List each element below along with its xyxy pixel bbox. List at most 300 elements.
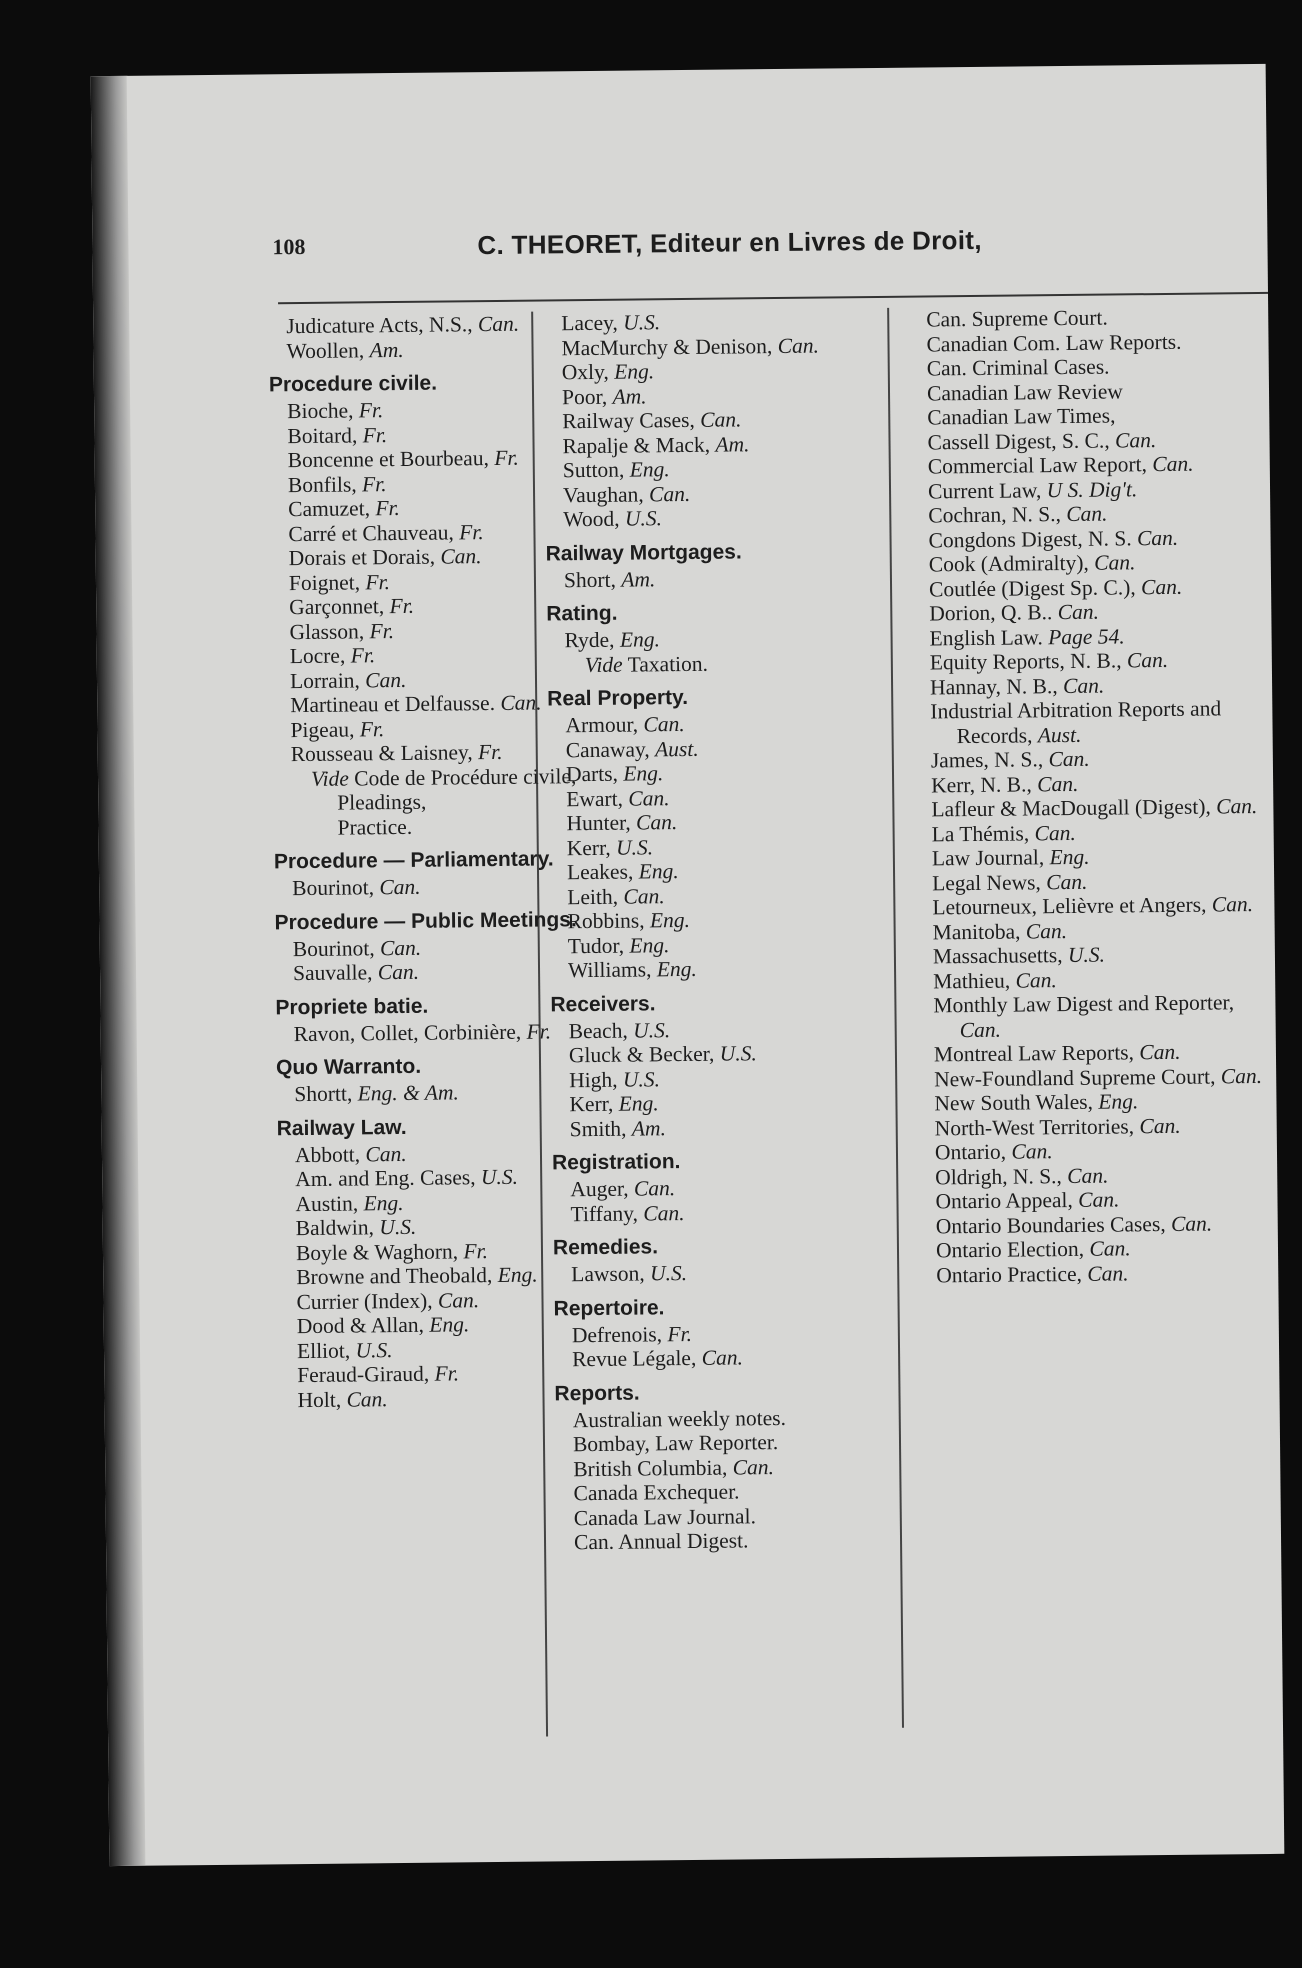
cross-reference-target: Practice. bbox=[337, 814, 413, 840]
entry-author: Armour, bbox=[565, 712, 639, 738]
entry-author: Cassell Digest, S. C., bbox=[927, 428, 1110, 454]
index-entry bbox=[549, 832, 899, 860]
entry-author: Boitard, bbox=[287, 422, 358, 448]
entry-jurisdiction: Can. bbox=[1216, 794, 1258, 819]
entry-jurisdiction: Fr. bbox=[358, 398, 384, 423]
cross-reference bbox=[547, 649, 897, 677]
entry-author: Auger, bbox=[570, 1176, 629, 1202]
index-entry bbox=[915, 941, 1265, 969]
entry-author: New-Foundland Supreme Court, bbox=[934, 1063, 1216, 1091]
index-entry bbox=[555, 1478, 905, 1506]
index-entry bbox=[914, 843, 1264, 871]
entry-author: Bonfils, bbox=[287, 471, 357, 497]
subject-heading: Rating. bbox=[546, 601, 618, 626]
book-spine bbox=[91, 76, 146, 1866]
index-entry bbox=[548, 734, 898, 762]
index-entry bbox=[918, 1259, 1268, 1287]
subject-heading: Reports. bbox=[554, 1381, 640, 1405]
subject-heading: Procedure civile. bbox=[268, 371, 438, 397]
entry-author: Revue Légale, bbox=[571, 1345, 697, 1372]
entry-jurisdiction: Aust. bbox=[1037, 722, 1082, 747]
entry-author: Beach, bbox=[568, 1018, 628, 1043]
entry-jurisdiction: Can. bbox=[1062, 673, 1105, 698]
entry-jurisdiction: Can. bbox=[648, 481, 691, 506]
entry-jurisdiction: Eng. bbox=[656, 956, 697, 982]
index-entry bbox=[913, 745, 1263, 773]
index-entry bbox=[551, 1064, 901, 1092]
subject-heading: Procedure — Public Meetings. bbox=[274, 907, 577, 934]
entry-author: Martineau et Delfausse. bbox=[290, 691, 496, 718]
index-column-2 bbox=[543, 308, 906, 1555]
entry-author: Australian weekly notes. bbox=[572, 1405, 787, 1432]
entry-author: Abbott, bbox=[294, 1141, 361, 1167]
entry-author: Rousseau & Laisney, bbox=[290, 740, 473, 767]
index-entry bbox=[909, 402, 1259, 430]
entry-jurisdiction: Fr. bbox=[667, 1321, 693, 1346]
entry-author: Rapalje & Mack, bbox=[562, 432, 711, 458]
entry-author: Equity Reports, N. B., bbox=[929, 648, 1122, 675]
index-entry bbox=[915, 990, 1265, 1043]
index-entry bbox=[552, 1113, 902, 1141]
index-entry bbox=[912, 696, 1262, 749]
entry-author: Canaway, bbox=[565, 736, 650, 762]
index-entry bbox=[917, 1112, 1267, 1140]
index-column-3 bbox=[908, 304, 1268, 1288]
entry-jurisdiction: Can. bbox=[440, 544, 482, 569]
entry-jurisdiction: Can. bbox=[365, 667, 407, 692]
index-entry bbox=[917, 1137, 1267, 1165]
entry-author: Shortt, bbox=[294, 1081, 353, 1107]
index-entry bbox=[909, 426, 1259, 454]
index-entry bbox=[918, 1235, 1268, 1263]
entry-jurisdiction: U.S. bbox=[379, 1214, 417, 1240]
entry-jurisdiction: Fr. bbox=[359, 716, 385, 741]
entry-jurisdiction: Can. bbox=[633, 1176, 676, 1201]
entry-author: Austin, bbox=[295, 1190, 359, 1216]
entry-author: Browne and Theobald, bbox=[296, 1263, 493, 1290]
entry-author: New South Wales, bbox=[934, 1089, 1094, 1116]
subject-heading: Remedies. bbox=[552, 1235, 659, 1260]
entry-author: Letourneux, Lelièvre et Angers, bbox=[932, 892, 1207, 920]
entry-jurisdiction: Eng. bbox=[638, 859, 679, 884]
entry-author: Dood & Allan, bbox=[296, 1312, 425, 1339]
entry-author: Poor, bbox=[561, 384, 608, 409]
entry-jurisdiction: Fr. bbox=[494, 445, 519, 470]
entry-author: Dorais et Dorais, bbox=[288, 544, 436, 571]
subject-heading: Railway Law. bbox=[276, 1115, 407, 1140]
entry-author: Holt, bbox=[297, 1387, 342, 1412]
entry-author: Massachusetts, bbox=[932, 943, 1063, 969]
index-entry bbox=[545, 455, 895, 483]
entry-author: Lawson, bbox=[571, 1261, 645, 1287]
index-entry bbox=[550, 955, 900, 983]
index-entry bbox=[910, 524, 1260, 552]
index-entry bbox=[553, 1259, 903, 1287]
index-entry bbox=[912, 671, 1262, 699]
header-rule bbox=[278, 292, 1284, 305]
entry-jurisdiction: Can. bbox=[365, 1141, 407, 1166]
index-entry bbox=[549, 857, 899, 885]
index-entry bbox=[551, 1040, 901, 1068]
entry-jurisdiction: Can. bbox=[643, 1200, 685, 1225]
entry-jurisdiction: Fr. bbox=[477, 739, 503, 765]
index-entry bbox=[556, 1527, 906, 1555]
entry-jurisdiction: Can. bbox=[377, 959, 420, 985]
index-entry bbox=[909, 353, 1259, 381]
index-entry bbox=[555, 1404, 905, 1432]
entry-jurisdiction: U.S. bbox=[355, 1337, 393, 1362]
entry-author: Monthly Law Digest and Reporter, bbox=[933, 990, 1235, 1018]
entry-author: Lacey, bbox=[561, 310, 618, 336]
entry-jurisdiction: U.S. bbox=[719, 1041, 757, 1066]
entry-author: Canadian Law Times, bbox=[927, 403, 1116, 430]
entry-jurisdiction: Can. bbox=[437, 1287, 480, 1313]
entry-jurisdiction: Can. bbox=[1170, 1211, 1213, 1236]
entry-jurisdiction: U S. Dig't. bbox=[1046, 476, 1138, 502]
index-entry bbox=[914, 867, 1264, 895]
entry-jurisdiction: Am. bbox=[631, 1115, 667, 1141]
entry-author: Ryde, bbox=[564, 627, 615, 653]
entry-author: Cochran, N. S., bbox=[928, 502, 1062, 528]
entry-author: High, bbox=[569, 1067, 618, 1092]
entry-author: Montreal Law Reports, bbox=[933, 1040, 1135, 1067]
entry-jurisdiction: Am. bbox=[715, 431, 750, 457]
index-entry bbox=[910, 475, 1260, 503]
entry-author: Ravon, Collet, Corbinière, bbox=[293, 1019, 522, 1046]
entry-jurisdiction: Can. bbox=[1211, 892, 1254, 917]
index-entry bbox=[914, 818, 1264, 846]
entry-author: Law Journal, bbox=[931, 845, 1045, 871]
entry-author: Glasson, bbox=[289, 618, 365, 644]
entry-author: Dorion, Q. B.. bbox=[929, 600, 1053, 626]
entry-jurisdiction: U.S. bbox=[624, 506, 663, 531]
entry-author: English Law. bbox=[929, 624, 1043, 650]
entry-author: Manitoba, bbox=[932, 919, 1021, 944]
entry-jurisdiction: Eng. bbox=[363, 1190, 404, 1215]
entry-jurisdiction: U.S. bbox=[615, 834, 654, 860]
index-entry bbox=[546, 564, 896, 592]
index-entry bbox=[543, 308, 893, 336]
entry-author: Am. and Eng. Cases, bbox=[295, 1165, 476, 1192]
entry-author: Ontario Practice, bbox=[936, 1261, 1083, 1287]
entry-jurisdiction: Can. bbox=[1114, 427, 1157, 452]
entry-author: Garçonnet, bbox=[289, 594, 385, 620]
index-entry bbox=[911, 598, 1261, 626]
cross-reference-target: Pleadings, bbox=[337, 789, 427, 815]
entry-author: Can. Supreme Court. bbox=[926, 305, 1108, 332]
entry-author: Legal News, bbox=[932, 869, 1041, 895]
entry-author: Darts, bbox=[565, 761, 619, 787]
entry-jurisdiction: Fr. bbox=[434, 1361, 460, 1386]
index-entry bbox=[911, 622, 1261, 650]
cross-reference-target: Taxation. bbox=[627, 651, 709, 677]
entry-jurisdiction: Can. bbox=[1011, 1139, 1053, 1164]
entry-jurisdiction: Eng. bbox=[614, 359, 655, 384]
subject-heading: Railway Mortgages. bbox=[545, 539, 742, 565]
entry-author: Ewart, bbox=[566, 786, 624, 811]
entry-author: Currier (Index), bbox=[296, 1288, 433, 1314]
entry-jurisdiction: U.S. bbox=[649, 1261, 688, 1286]
entry-author: Bourinot, bbox=[292, 935, 375, 961]
entry-author: Current Law, bbox=[927, 477, 1042, 503]
index-entry bbox=[908, 328, 1258, 356]
entry-author: Lafleur & MacDougall (Digest), bbox=[931, 794, 1211, 822]
entry-jurisdiction: Can. bbox=[379, 874, 421, 900]
entry-author: Canadian Com. Law Reports. bbox=[926, 329, 1182, 356]
entry-author: Tiffany, bbox=[570, 1201, 639, 1226]
entry-author: Defrenois, bbox=[571, 1321, 663, 1347]
entry-jurisdiction: Fr. bbox=[350, 643, 376, 668]
index-entry bbox=[548, 759, 898, 787]
entry-author: Ontario Appeal, bbox=[935, 1187, 1073, 1214]
entry-author: Smith, bbox=[569, 1116, 627, 1141]
entry-jurisdiction: Can. bbox=[477, 311, 520, 337]
entry-jurisdiction: Aust. bbox=[654, 736, 699, 761]
entry-jurisdiction: Fr. bbox=[361, 471, 387, 496]
entry-jurisdiction: Am. bbox=[621, 566, 656, 592]
entry-author: Canada Law Journal. bbox=[573, 1503, 756, 1530]
entry-jurisdiction: Can. bbox=[732, 1454, 775, 1480]
entry-jurisdiction: Page 54. bbox=[1048, 623, 1125, 649]
entry-author: Canada Exchequer. bbox=[573, 1479, 740, 1506]
entry-author: Can. Annual Digest. bbox=[573, 1528, 749, 1555]
entry-jurisdiction: Fr. bbox=[369, 618, 395, 643]
entry-author: Boyle & Waghorn, bbox=[295, 1238, 459, 1265]
index-entry bbox=[908, 304, 1258, 332]
entry-author: Coutlée (Digest Sp. C.), bbox=[928, 574, 1136, 601]
subject-heading: Quo Warranto. bbox=[275, 1054, 422, 1080]
entry-jurisdiction: Fr. bbox=[526, 1018, 552, 1044]
index-entry bbox=[551, 1015, 901, 1043]
entry-jurisdiction: Can. bbox=[1136, 525, 1179, 550]
entry-author: Ontario Boundaries Cases, bbox=[935, 1211, 1166, 1238]
entry-jurisdiction: Am. bbox=[369, 337, 404, 362]
entry-author: Boncenne et Bourbeau, bbox=[287, 446, 490, 473]
subject-heading: Real Property. bbox=[547, 685, 689, 711]
index-entry bbox=[549, 881, 899, 909]
index-entry bbox=[915, 965, 1265, 993]
entry-author: Kerr, bbox=[569, 1091, 614, 1117]
index-entry bbox=[546, 625, 896, 653]
index-entry bbox=[916, 1063, 1266, 1091]
index-entry bbox=[911, 573, 1261, 601]
entry-jurisdiction: Can. bbox=[700, 407, 742, 432]
index-entry bbox=[552, 1174, 902, 1202]
entry-author: North-West Territories, bbox=[934, 1113, 1135, 1140]
entry-jurisdiction: U.S. bbox=[1067, 942, 1106, 968]
subject-heading: Registration. bbox=[551, 1150, 681, 1175]
index-entry bbox=[917, 1161, 1267, 1189]
index-entry bbox=[543, 332, 893, 360]
entry-author: Lorrain, bbox=[289, 667, 360, 693]
entry-jurisdiction: Eng. & Am. bbox=[357, 1080, 459, 1106]
entry-author: Bourinot, bbox=[292, 875, 375, 901]
index-entry bbox=[544, 381, 894, 409]
entry-author: Congdons Digest, N. S. bbox=[928, 525, 1132, 552]
entry-jurisdiction: Eng. bbox=[619, 627, 661, 652]
entry-author: Tudor, bbox=[567, 933, 625, 958]
entry-jurisdiction: Can. bbox=[1025, 918, 1068, 943]
entry-author: Kerr, N. B., bbox=[931, 771, 1032, 797]
index-entry bbox=[555, 1453, 905, 1481]
index-entry bbox=[554, 1344, 904, 1372]
subject-heading: Procedure — Parliamentary. bbox=[273, 847, 554, 874]
entry-author: Feraud-Giraud, bbox=[297, 1361, 430, 1388]
vide-label: Vide bbox=[310, 766, 349, 791]
index-entry bbox=[910, 451, 1260, 479]
entry-jurisdiction: Can. bbox=[1048, 746, 1090, 772]
index-entry bbox=[916, 1088, 1266, 1116]
index-entry bbox=[544, 406, 894, 434]
entry-jurisdiction: Can. bbox=[1140, 574, 1183, 599]
entry-author: Sutton, bbox=[562, 457, 625, 483]
entry-jurisdiction: Can. bbox=[623, 883, 665, 909]
entry-jurisdiction: Eng. bbox=[649, 907, 691, 933]
index-entry bbox=[554, 1319, 904, 1347]
entry-author: Leakes, bbox=[566, 859, 634, 885]
entry-author: Carré et Chauveau, bbox=[288, 519, 454, 546]
subject-heading: Receivers. bbox=[550, 991, 656, 1016]
vide-label: Vide bbox=[584, 652, 623, 677]
entry-author: Bioche, bbox=[287, 398, 354, 424]
entry-jurisdiction: Can. bbox=[1078, 1187, 1120, 1212]
entry-jurisdiction: Can. bbox=[379, 935, 422, 960]
index-entry bbox=[913, 794, 1263, 822]
entry-jurisdiction: Fr. bbox=[463, 1238, 489, 1263]
entry-author: Kerr, bbox=[566, 835, 611, 860]
entry-jurisdiction: Can. bbox=[1152, 451, 1194, 477]
entry-jurisdiction: Can. bbox=[1034, 820, 1076, 845]
entry-author: Locre, bbox=[289, 643, 346, 669]
entry-author: Williams, bbox=[567, 957, 652, 983]
entry-author: Industrial Arbitration Reports and Records, bbox=[930, 696, 1222, 748]
index-entry bbox=[550, 930, 900, 958]
index-entry bbox=[555, 1429, 905, 1457]
index-entry bbox=[916, 1039, 1266, 1067]
entry-jurisdiction: Can. bbox=[777, 333, 820, 358]
entry-author: Leith, bbox=[567, 884, 619, 909]
index-entry bbox=[544, 430, 894, 458]
page-header bbox=[272, 223, 1284, 274]
entry-jurisdiction: Can. bbox=[1094, 550, 1136, 575]
page-number: 108 bbox=[272, 233, 306, 260]
entry-jurisdiction: Can. bbox=[1066, 501, 1108, 527]
entry-jurisdiction: Can. bbox=[1057, 599, 1100, 625]
entry-author: Robbins, bbox=[567, 908, 645, 934]
entry-author: Ontario, bbox=[934, 1139, 1007, 1165]
entry-author: Vaughan, bbox=[562, 481, 644, 507]
entry-author: La Thémis, bbox=[931, 820, 1030, 846]
entry-author: Gluck & Becker, bbox=[568, 1041, 715, 1068]
entry-jurisdiction: Fr. bbox=[459, 519, 484, 544]
cross-reference-target: Code de Procédure civile, bbox=[354, 763, 577, 790]
book-page bbox=[91, 64, 1285, 1866]
entry-author: Oxly, bbox=[561, 359, 609, 385]
index-entry bbox=[545, 504, 895, 532]
entry-jurisdiction: Eng. bbox=[1049, 844, 1090, 870]
entry-author: Wood, bbox=[563, 506, 620, 532]
subject-heading: Repertoire. bbox=[553, 1295, 665, 1320]
entry-jurisdiction: Can. bbox=[1126, 647, 1169, 673]
entry-jurisdiction: Can. bbox=[1067, 1163, 1109, 1188]
index-entry bbox=[913, 769, 1263, 797]
entry-author: Canadian Law Review bbox=[926, 378, 1123, 405]
entry-author: Elliot, bbox=[296, 1338, 351, 1363]
index-entry bbox=[915, 916, 1265, 944]
entry-author: Baldwin, bbox=[295, 1215, 375, 1241]
entry-jurisdiction: Can. bbox=[635, 810, 678, 835]
entry-author: Foignet, bbox=[288, 569, 361, 595]
entry-jurisdiction: Fr. bbox=[365, 569, 391, 594]
entry-author: Judicature Acts, N.S., bbox=[286, 312, 473, 339]
entry-jurisdiction: U.S. bbox=[480, 1164, 519, 1190]
entry-author: Woollen, bbox=[286, 337, 365, 363]
entry-author: Cook (Admiralty), bbox=[928, 550, 1089, 577]
entry-jurisdiction: Can. bbox=[500, 690, 542, 715]
index-entry bbox=[556, 1502, 906, 1530]
index-entry bbox=[914, 892, 1264, 920]
index-entry bbox=[918, 1210, 1268, 1238]
entry-jurisdiction: Can. bbox=[1046, 869, 1088, 894]
entry-jurisdiction: Can. bbox=[1139, 1039, 1181, 1065]
index-entry bbox=[911, 549, 1261, 577]
subject-heading: Propriete batie. bbox=[275, 994, 429, 1019]
entry-jurisdiction: Can. bbox=[628, 785, 670, 811]
entry-author: British Columbia, bbox=[573, 1455, 728, 1481]
entry-jurisdiction: Can. bbox=[959, 1017, 1002, 1042]
entry-jurisdiction: Eng. bbox=[429, 1312, 470, 1337]
entry-author: Pigeau, bbox=[290, 716, 355, 742]
index-entry bbox=[912, 647, 1262, 675]
entry-jurisdiction: Eng. bbox=[629, 457, 670, 482]
entry-author: Can. Criminal Cases. bbox=[926, 354, 1110, 381]
entry-author: Bombay, Law Reporter. bbox=[572, 1430, 779, 1457]
entry-jurisdiction: Fr. bbox=[375, 495, 400, 521]
entry-author: Short, bbox=[563, 567, 617, 592]
entry-jurisdiction: Eng. bbox=[623, 761, 664, 786]
entry-author: Hannay, N. B., bbox=[929, 673, 1058, 699]
entry-jurisdiction: Eng. bbox=[1098, 1089, 1139, 1114]
entry-author: Commercial Law Report, bbox=[927, 452, 1148, 479]
entry-jurisdiction: Eng. bbox=[497, 1262, 538, 1288]
index-entry bbox=[917, 1186, 1267, 1214]
entry-author: Sauvalle, bbox=[292, 960, 373, 986]
index-entry bbox=[909, 377, 1259, 405]
index-entry bbox=[549, 906, 899, 934]
entry-jurisdiction: Eng. bbox=[618, 1091, 659, 1116]
entry-jurisdiction: Can. bbox=[1089, 1236, 1131, 1261]
entry-jurisdiction: U.S. bbox=[633, 1017, 671, 1043]
entry-jurisdiction: U.S. bbox=[622, 1066, 661, 1092]
entry-author: Ontario Election, bbox=[935, 1236, 1085, 1263]
entry-jurisdiction: Can. bbox=[346, 1386, 388, 1412]
entry-author: Camuzet, bbox=[288, 496, 371, 522]
entry-jurisdiction: Can. bbox=[643, 712, 685, 737]
index-entry bbox=[544, 357, 894, 385]
entry-jurisdiction: U.S. bbox=[623, 310, 661, 335]
entry-jurisdiction: Can. bbox=[1015, 967, 1057, 993]
entry-jurisdiction: Can. bbox=[1220, 1063, 1263, 1088]
entry-jurisdiction: Can. bbox=[701, 1345, 744, 1370]
entry-author: Oldrigh, N. S., bbox=[935, 1163, 1062, 1189]
entry-jurisdiction: Eng. bbox=[629, 932, 670, 958]
index-entry bbox=[910, 500, 1260, 528]
entry-jurisdiction: Can. bbox=[1087, 1260, 1129, 1286]
entry-author: MacMurchy & Denison, bbox=[561, 333, 773, 360]
index-entry bbox=[548, 783, 898, 811]
entry-jurisdiction: Can. bbox=[1139, 1113, 1181, 1138]
entry-jurisdiction: Fr. bbox=[362, 422, 388, 447]
